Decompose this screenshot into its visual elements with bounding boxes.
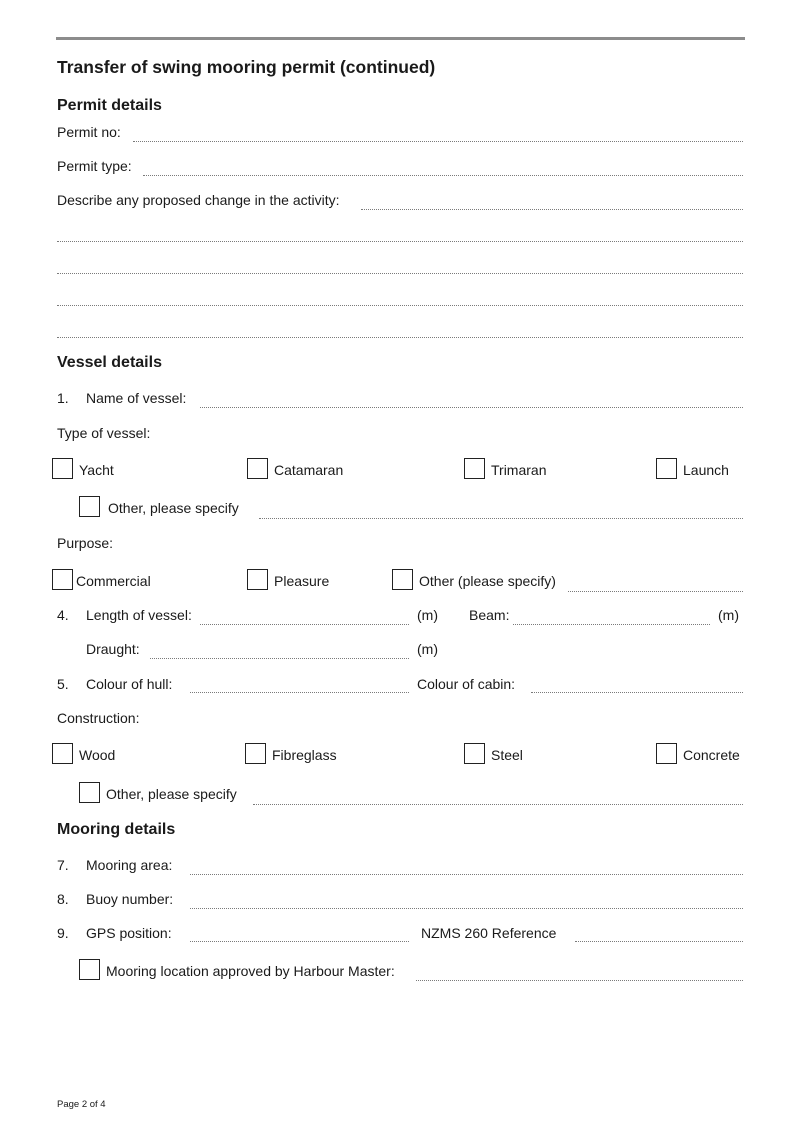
checkbox-fibreglass[interactable] bbox=[245, 743, 266, 764]
construction-steel-label: Steel bbox=[491, 747, 523, 763]
draught-field[interactable] bbox=[150, 658, 409, 659]
page-number: Page 2 of 4 bbox=[57, 1099, 106, 1110]
construction-wood-label: Wood bbox=[79, 747, 116, 763]
checkbox-steel[interactable] bbox=[464, 743, 485, 764]
purpose-other-field[interactable] bbox=[568, 591, 743, 592]
harbour-master-approved-field[interactable] bbox=[416, 980, 743, 981]
item-number-7: 7. bbox=[57, 857, 69, 873]
checkbox-trimaran[interactable] bbox=[464, 458, 485, 479]
construction-label: Construction: bbox=[57, 710, 140, 726]
buoy-number-label: Buoy number: bbox=[86, 891, 174, 907]
item-number-5: 5. bbox=[57, 676, 69, 692]
vessel-type-other-field[interactable] bbox=[259, 518, 743, 519]
buoy-number-field[interactable] bbox=[190, 908, 743, 909]
mooring-area-label: Mooring area: bbox=[86, 857, 173, 873]
purpose-other-label: Other (please specify) bbox=[419, 573, 556, 589]
checkbox-catamaran[interactable] bbox=[247, 458, 268, 479]
permit-type-label: Permit type: bbox=[57, 158, 132, 174]
describe-change-line-5[interactable] bbox=[57, 337, 743, 338]
construction-concrete-label: Concrete bbox=[683, 747, 740, 763]
purpose-pleasure-label: Pleasure bbox=[274, 573, 330, 589]
permit-no-label: Permit no: bbox=[57, 124, 121, 140]
checkbox-wood[interactable] bbox=[52, 743, 73, 764]
construction-other-field[interactable] bbox=[253, 804, 743, 805]
permit-type-field[interactable] bbox=[143, 175, 743, 176]
vessel-type-trimaran-label: Trimaran bbox=[491, 462, 547, 478]
cabin-colour-label: Colour of cabin: bbox=[417, 676, 516, 692]
vessel-length-label: Length of vessel: bbox=[86, 607, 192, 623]
checkbox-harbour-master-approved[interactable] bbox=[79, 959, 100, 980]
describe-change-label: Describe any proposed change in the activity: bbox=[57, 192, 340, 208]
checkbox-launch[interactable] bbox=[656, 458, 677, 479]
checkbox-commercial[interactable] bbox=[52, 569, 73, 590]
construction-other-label: Other, please specify bbox=[106, 786, 237, 802]
describe-change-field[interactable] bbox=[361, 209, 743, 210]
beam-label: Beam: bbox=[469, 607, 510, 623]
mooring-area-field[interactable] bbox=[190, 874, 743, 875]
nzms-reference-field[interactable] bbox=[575, 941, 743, 942]
vessel-type-other-label: Other, please specify bbox=[108, 500, 239, 516]
nzms-reference-label: NZMS 260 Reference bbox=[421, 925, 557, 941]
construction-fibreglass-label: Fibreglass bbox=[272, 747, 337, 763]
vessel-length-field[interactable] bbox=[200, 624, 409, 625]
vessel-type-launch-label: Launch bbox=[683, 462, 729, 478]
checkbox-purpose-other[interactable] bbox=[392, 569, 413, 590]
mooring-details-heading: Mooring details bbox=[57, 821, 176, 838]
length-unit: (m) bbox=[417, 607, 438, 623]
checkbox-vessel-type-other[interactable] bbox=[79, 496, 100, 517]
page-title: Transfer of swing mooring permit (continued) bbox=[57, 57, 436, 77]
hull-colour-label: Colour of hull: bbox=[86, 676, 173, 692]
vessel-name-label: Name of vessel: bbox=[86, 390, 187, 406]
purpose-commercial-label: Commercial bbox=[76, 573, 151, 589]
vessel-type-label: Type of vessel: bbox=[57, 425, 151, 441]
permit-details-heading: Permit details bbox=[57, 97, 162, 114]
purpose-label: Purpose: bbox=[57, 535, 114, 551]
describe-change-line-3[interactable] bbox=[57, 273, 743, 274]
vessel-name-field[interactable] bbox=[200, 407, 743, 408]
gps-position-label: GPS position: bbox=[86, 925, 172, 941]
item-number-8: 8. bbox=[57, 891, 69, 907]
vessel-type-yacht-label: Yacht bbox=[79, 462, 114, 478]
beam-unit: (m) bbox=[718, 607, 739, 623]
vessel-details-heading: Vessel details bbox=[57, 354, 162, 371]
checkbox-construction-other[interactable] bbox=[79, 782, 100, 803]
item-number-1: 1. bbox=[57, 390, 69, 406]
item-number-9: 9. bbox=[57, 925, 69, 941]
checkbox-concrete[interactable] bbox=[656, 743, 677, 764]
permit-no-field[interactable] bbox=[133, 141, 743, 142]
cabin-colour-field[interactable] bbox=[531, 692, 743, 693]
gps-position-field[interactable] bbox=[190, 941, 409, 942]
harbour-master-approved-label: Mooring location approved by Harbour Master: bbox=[106, 963, 395, 979]
beam-field[interactable] bbox=[513, 624, 710, 625]
checkbox-yacht[interactable] bbox=[52, 458, 73, 479]
describe-change-line-2[interactable] bbox=[57, 241, 743, 242]
item-number-4: 4. bbox=[57, 607, 69, 623]
checkbox-pleasure[interactable] bbox=[247, 569, 268, 590]
describe-change-line-4[interactable] bbox=[57, 305, 743, 306]
vessel-type-catamaran-label: Catamaran bbox=[274, 462, 344, 478]
draught-label: Draught: bbox=[86, 641, 140, 657]
hull-colour-field[interactable] bbox=[190, 692, 409, 693]
draught-unit: (m) bbox=[417, 641, 438, 657]
top-rule bbox=[56, 37, 745, 40]
